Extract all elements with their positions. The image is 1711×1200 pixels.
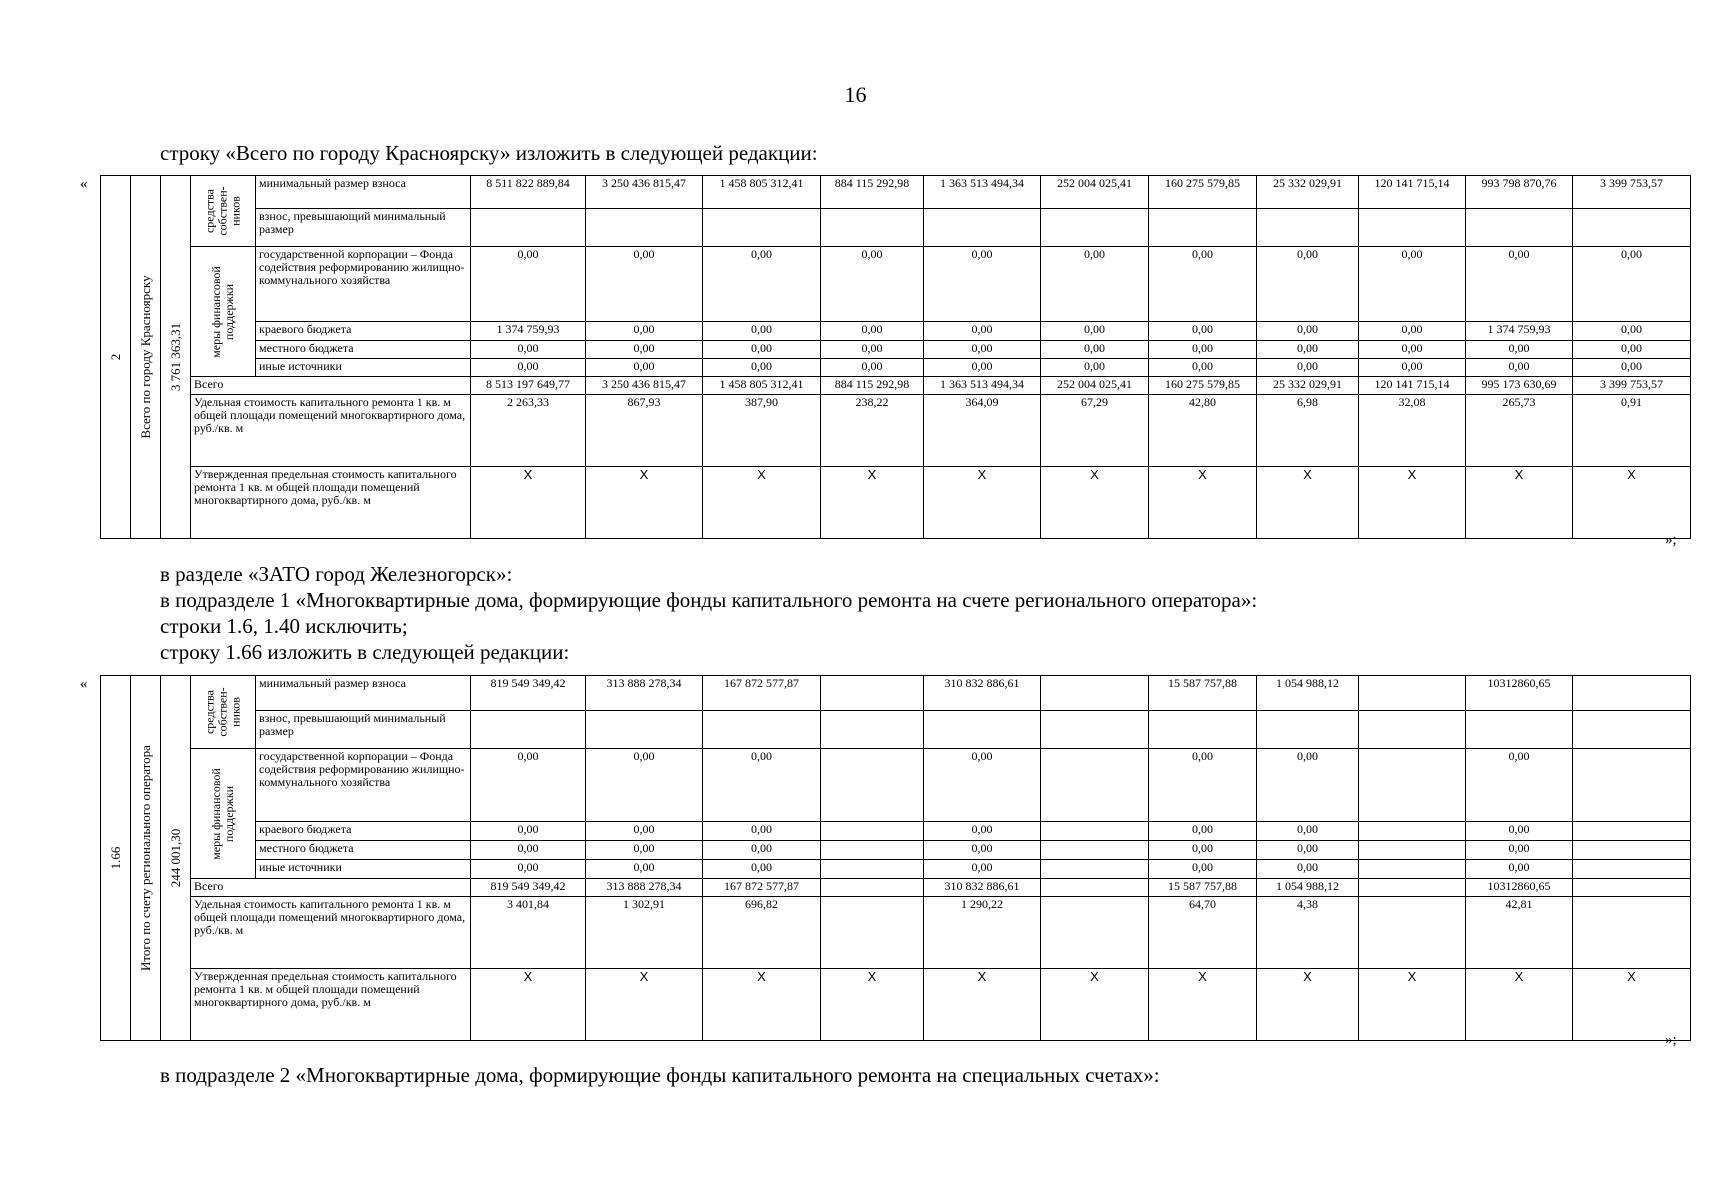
- value-cell: X: [471, 969, 586, 1041]
- label-local-budget: местного бюджета: [256, 841, 471, 860]
- value-cell: 0,00: [1257, 359, 1359, 377]
- value-cell: 42,81: [1466, 897, 1573, 969]
- value-cell: 8 513 197 649,77: [471, 377, 586, 395]
- label-other-sources: иные источники: [256, 359, 471, 377]
- value-cell: [1041, 822, 1149, 841]
- value-cell: X: [821, 467, 924, 539]
- value-cell: 0,00: [1149, 341, 1257, 359]
- value-cell: 3 250 436 815,47: [586, 176, 703, 209]
- value-cell: [1041, 879, 1149, 897]
- fin-support-cell: [191, 247, 256, 377]
- value-cell: X: [1573, 969, 1691, 1041]
- value-cell: 0,00: [703, 322, 821, 341]
- value-cell: [586, 711, 703, 749]
- row-name: Итого по счету регионального оператора: [137, 745, 153, 971]
- value-cell: [703, 209, 821, 247]
- value-cell: 1 054 988,12: [1257, 879, 1359, 897]
- value-cell: 0,00: [586, 860, 703, 879]
- value-cell: [1257, 711, 1359, 749]
- value-cell: [1359, 841, 1466, 860]
- value-cell: 0,00: [1257, 822, 1359, 841]
- section-zheleznogorsk: в разделе «ЗАТО город Железногорск»:: [160, 562, 513, 586]
- value-cell: 0,00: [1466, 841, 1573, 860]
- value-cell: 387,90: [703, 395, 821, 467]
- value-cell: 0,00: [471, 341, 586, 359]
- value-cell: [1041, 749, 1149, 822]
- row-over-min: [101, 711, 1691, 749]
- value-cell: 0,00: [1149, 322, 1257, 341]
- row-unit-cost: [101, 897, 1691, 969]
- label-over-min: взнос, превышающий минимальный размер: [256, 711, 471, 749]
- value-cell: X: [1466, 969, 1573, 1041]
- value-cell: 0,00: [703, 341, 821, 359]
- value-cell: 8 511 822 889,84: [471, 176, 586, 209]
- value-cell: 4,38: [1257, 897, 1359, 969]
- value-cell: [821, 711, 924, 749]
- value-cell: 0,00: [924, 749, 1041, 822]
- value-cell: 10312860,65: [1466, 879, 1573, 897]
- value-cell: [586, 209, 703, 247]
- value-cell: 1 363 513 494,34: [924, 176, 1041, 209]
- row-number: 2: [107, 353, 123, 361]
- value-cell: X: [1257, 467, 1359, 539]
- value-cell: X: [703, 467, 821, 539]
- value-cell: 0,00: [471, 749, 586, 822]
- value-cell: X: [924, 467, 1041, 539]
- value-cell: [821, 209, 924, 247]
- value-cell: [1041, 676, 1149, 711]
- value-cell: [1041, 860, 1149, 879]
- value-cell: 265,73: [1466, 395, 1573, 467]
- value-cell: 0,00: [586, 322, 703, 341]
- value-cell: [1466, 209, 1573, 247]
- value-cell: [821, 841, 924, 860]
- row-unit-cost: [101, 395, 1691, 467]
- value-cell: [821, 822, 924, 841]
- value-cell: 25 332 029,91: [1257, 377, 1359, 395]
- value-cell: 2 263,33: [471, 395, 586, 467]
- own-funds-label: средства собствен-ников: [202, 186, 243, 236]
- quote-close-1: »;: [1665, 532, 1677, 548]
- label-unit-cost: Удельная стоимость капитального ремонта 1 кв. м общей площади помещений многоквартирного дома, руб./кв. м: [191, 897, 471, 969]
- value-cell: 0,00: [586, 749, 703, 822]
- value-cell: 313 888 278,34: [586, 879, 703, 897]
- value-cell: 0,00: [924, 359, 1041, 377]
- value-cell: 0,00: [924, 341, 1041, 359]
- value-cell: 160 275 579,85: [1149, 176, 1257, 209]
- row-regional-budget: [101, 822, 1691, 841]
- row-name-cell: [131, 676, 161, 1041]
- value-cell: X: [1041, 467, 1149, 539]
- label-limit-cost: Утвержденная предельная стоимость капитального ремонта 1 кв. м общей площади помещений многоквартирного дома, руб./кв. м: [191, 969, 471, 1041]
- value-cell: 0,00: [1573, 359, 1691, 377]
- value-cell: 120 141 715,14: [1359, 377, 1466, 395]
- subsection-2: в подразделе 2 «Многоквартирные дома, формирующие фонды капитального ремонта на специальных счетах»:: [160, 1063, 1160, 1087]
- label-min-contribution: минимальный размер взноса: [256, 676, 471, 711]
- row-other-sources: [101, 860, 1691, 879]
- value-cell: 0,00: [1359, 247, 1466, 322]
- value-cell: [821, 749, 924, 822]
- value-cell: [1573, 879, 1691, 897]
- row-limit-cost: [101, 467, 1691, 539]
- value-cell: 0,00: [586, 359, 703, 377]
- value-cell: 3 401,84: [471, 897, 586, 969]
- value-cell: 819 549 349,42: [471, 879, 586, 897]
- value-cell: 0,00: [1573, 322, 1691, 341]
- value-cell: 0,00: [1257, 322, 1359, 341]
- value-cell: 0,00: [1149, 860, 1257, 879]
- value-cell: 0,00: [924, 822, 1041, 841]
- value-cell: 0,00: [703, 860, 821, 879]
- value-cell: X: [1149, 467, 1257, 539]
- value-cell: 0,91: [1573, 395, 1691, 467]
- value-cell: 0,00: [1257, 860, 1359, 879]
- row-number-cell: [101, 176, 131, 539]
- row-number: 1.66: [107, 846, 123, 870]
- value-cell: [1359, 860, 1466, 879]
- instruction-krasnoyarsk-total: строку «Всего по городу Красноярску» изложить в следующей редакции:: [160, 141, 818, 165]
- value-cell: [1359, 879, 1466, 897]
- value-cell: 64,70: [1149, 897, 1257, 969]
- value-cell: [1149, 711, 1257, 749]
- value-cell: X: [1041, 969, 1149, 1041]
- value-cell: 1 374 759,93: [1466, 322, 1573, 341]
- value-cell: 0,00: [1466, 822, 1573, 841]
- value-cell: X: [1149, 969, 1257, 1041]
- value-cell: 884 115 292,98: [821, 377, 924, 395]
- total-area: 244 001,30: [167, 828, 183, 888]
- quote-close-2: »;: [1665, 1032, 1677, 1048]
- value-cell: 0,00: [924, 841, 1041, 860]
- value-cell: 0,00: [1466, 359, 1573, 377]
- value-cell: X: [821, 969, 924, 1041]
- value-cell: [924, 209, 1041, 247]
- value-cell: [1359, 711, 1466, 749]
- value-cell: [1041, 897, 1149, 969]
- label-over-min: взнос, превышающий минимальный размер: [256, 209, 471, 247]
- value-cell: X: [924, 969, 1041, 1041]
- value-cell: [1573, 897, 1691, 969]
- value-cell: [1257, 209, 1359, 247]
- row-name: Всего по городу Красноярску: [137, 275, 153, 439]
- value-cell: 0,00: [1359, 359, 1466, 377]
- instruction-row-166: строку 1.66 изложить в следующей редакции:: [160, 640, 570, 664]
- value-cell: 0,00: [1041, 247, 1149, 322]
- value-cell: X: [586, 969, 703, 1041]
- value-cell: 0,00: [703, 247, 821, 322]
- value-cell: 0,00: [821, 359, 924, 377]
- value-cell: [1359, 749, 1466, 822]
- value-cell: X: [1359, 969, 1466, 1041]
- value-cell: 0,00: [586, 841, 703, 860]
- value-cell: 67,29: [1041, 395, 1149, 467]
- quote-open-2: «: [80, 676, 88, 692]
- exclude-rows: строки 1.6, 1.40 исключить;: [160, 614, 408, 638]
- value-cell: 0,00: [471, 822, 586, 841]
- row-state-corp: [101, 247, 1691, 322]
- value-cell: 0,00: [1359, 341, 1466, 359]
- table-row-166: [100, 675, 1691, 1041]
- value-cell: 0,00: [703, 749, 821, 822]
- value-cell: [1359, 676, 1466, 711]
- value-cell: 0,00: [703, 841, 821, 860]
- own-funds-cell: [191, 676, 256, 749]
- value-cell: [1359, 209, 1466, 247]
- value-cell: X: [471, 467, 586, 539]
- value-cell: [1466, 711, 1573, 749]
- value-cell: 1 374 759,93: [471, 322, 586, 341]
- value-cell: 0,00: [1149, 359, 1257, 377]
- value-cell: 884 115 292,98: [821, 176, 924, 209]
- own-funds-cell: [191, 176, 256, 247]
- row-regional-budget: [101, 322, 1691, 341]
- value-cell: 0,00: [1466, 341, 1573, 359]
- value-cell: 0,00: [586, 341, 703, 359]
- value-cell: 0,00: [1573, 247, 1691, 322]
- value-cell: [1359, 897, 1466, 969]
- value-cell: 0,00: [1257, 247, 1359, 322]
- value-cell: 313 888 278,34: [586, 676, 703, 711]
- value-cell: 1 458 805 312,41: [703, 176, 821, 209]
- fin-support-label: меры финансовой поддержки: [209, 265, 236, 358]
- value-cell: 310 832 886,61: [924, 676, 1041, 711]
- value-cell: 1 458 805 312,41: [703, 377, 821, 395]
- value-cell: 0,00: [1149, 822, 1257, 841]
- value-cell: 1 302,91: [586, 897, 703, 969]
- value-cell: 0,00: [1257, 749, 1359, 822]
- value-cell: [821, 897, 924, 969]
- value-cell: 696,82: [703, 897, 821, 969]
- value-cell: 3 250 436 815,47: [586, 377, 703, 395]
- value-cell: 0,00: [1257, 341, 1359, 359]
- value-cell: 0,00: [471, 247, 586, 322]
- value-cell: [1573, 209, 1691, 247]
- value-cell: X: [586, 467, 703, 539]
- value-cell: 0,00: [821, 247, 924, 322]
- value-cell: [924, 711, 1041, 749]
- value-cell: X: [1573, 467, 1691, 539]
- value-cell: [1573, 711, 1691, 749]
- value-cell: 0,00: [703, 359, 821, 377]
- value-cell: 0,00: [821, 322, 924, 341]
- value-cell: [821, 879, 924, 897]
- value-cell: 15 587 757,88: [1149, 879, 1257, 897]
- label-state-corp: государственной корпорации – Фонда содействия реформированию жилищно-коммунального хозяйства: [256, 247, 471, 322]
- value-cell: 6,98: [1257, 395, 1359, 467]
- value-cell: [821, 676, 924, 711]
- value-cell: 3 399 753,57: [1573, 176, 1691, 209]
- row-local-budget: [101, 841, 1691, 860]
- value-cell: 0,00: [1466, 749, 1573, 822]
- fin-support-label: меры финансовой поддержки: [209, 767, 236, 860]
- value-cell: 0,00: [1573, 341, 1691, 359]
- area-cell: [161, 176, 191, 539]
- value-cell: [703, 711, 821, 749]
- label-min-contribution: минимальный размер взноса: [256, 176, 471, 209]
- label-total: Всего: [191, 377, 471, 395]
- label-local-budget: местного бюджета: [256, 341, 471, 359]
- value-cell: 0,00: [586, 247, 703, 322]
- fin-support-cell: [191, 749, 256, 879]
- label-total: Всего: [191, 879, 471, 897]
- area-cell: [161, 676, 191, 1041]
- label-unit-cost: Удельная стоимость капитального ремонта 1 кв. м общей площади помещений многоквартирного дома, руб./кв. м: [191, 395, 471, 467]
- value-cell: 0,00: [471, 841, 586, 860]
- value-cell: 0,00: [471, 860, 586, 879]
- value-cell: 0,00: [586, 822, 703, 841]
- row-total: [101, 377, 1691, 395]
- value-cell: 993 798 870,76: [1466, 176, 1573, 209]
- value-cell: 0,00: [1359, 322, 1466, 341]
- page-number: 16: [844, 82, 867, 107]
- value-cell: 10312860,65: [1466, 676, 1573, 711]
- label-state-corp: государственной корпорации – Фонда содействия реформированию жилищно-коммунального хозяйства: [256, 749, 471, 822]
- value-cell: 3 399 753,57: [1573, 377, 1691, 395]
- value-cell: 310 832 886,61: [924, 879, 1041, 897]
- value-cell: 1 290,22: [924, 897, 1041, 969]
- row-other-sources: [101, 359, 1691, 377]
- value-cell: [1573, 860, 1691, 879]
- value-cell: [1573, 676, 1691, 711]
- value-cell: 167 872 577,87: [703, 676, 821, 711]
- row-min-contribution: [101, 176, 1691, 209]
- value-cell: 167 872 577,87: [703, 879, 821, 897]
- label-regional-budget: краевого бюджета: [256, 822, 471, 841]
- value-cell: 238,22: [821, 395, 924, 467]
- value-cell: 0,00: [924, 860, 1041, 879]
- value-cell: 995 173 630,69: [1466, 377, 1573, 395]
- value-cell: 0,00: [471, 359, 586, 377]
- value-cell: 364,09: [924, 395, 1041, 467]
- value-cell: [1041, 711, 1149, 749]
- value-cell: [1573, 841, 1691, 860]
- value-cell: [1573, 749, 1691, 822]
- value-cell: 15 587 757,88: [1149, 676, 1257, 711]
- value-cell: 252 004 025,41: [1041, 176, 1149, 209]
- value-cell: [1041, 841, 1149, 860]
- value-cell: 0,00: [1149, 841, 1257, 860]
- value-cell: 0,00: [703, 822, 821, 841]
- value-cell: [1149, 209, 1257, 247]
- own-funds-label: средства собствен-ников: [202, 687, 243, 737]
- row-local-budget: [101, 341, 1691, 359]
- row-name-cell: [131, 176, 161, 539]
- value-cell: 0,00: [1041, 359, 1149, 377]
- value-cell: 42,80: [1149, 395, 1257, 467]
- value-cell: [1359, 822, 1466, 841]
- value-cell: 0,00: [1149, 749, 1257, 822]
- value-cell: 32,08: [1359, 395, 1466, 467]
- table-krasnoyarsk-total: [100, 175, 1691, 539]
- value-cell: 819 549 349,42: [471, 676, 586, 711]
- value-cell: X: [1257, 969, 1359, 1041]
- value-cell: 120 141 715,14: [1359, 176, 1466, 209]
- row-total: [101, 879, 1691, 897]
- value-cell: 867,93: [586, 395, 703, 467]
- value-cell: 160 275 579,85: [1149, 377, 1257, 395]
- value-cell: 0,00: [1466, 860, 1573, 879]
- value-cell: X: [1466, 467, 1573, 539]
- value-cell: 25 332 029,91: [1257, 176, 1359, 209]
- value-cell: X: [703, 969, 821, 1041]
- value-cell: [471, 209, 586, 247]
- value-cell: 0,00: [1041, 341, 1149, 359]
- row-over-min: [101, 209, 1691, 247]
- label-regional-budget: краевого бюджета: [256, 322, 471, 341]
- value-cell: 0,00: [924, 322, 1041, 341]
- row-min-contribution: [101, 676, 1691, 711]
- subsection-1: в подразделе 1 «Многоквартирные дома, формирующие фонды капитального ремонта на счете регионального оператора»:: [160, 588, 1258, 612]
- row-state-corp: [101, 749, 1691, 822]
- value-cell: 0,00: [924, 247, 1041, 322]
- value-cell: 0,00: [1257, 841, 1359, 860]
- total-area: 3 761 363,31: [167, 322, 183, 392]
- value-cell: [1041, 209, 1149, 247]
- value-cell: X: [1359, 467, 1466, 539]
- value-cell: 1 054 988,12: [1257, 676, 1359, 711]
- value-cell: [1573, 822, 1691, 841]
- value-cell: 0,00: [1466, 247, 1573, 322]
- label-other-sources: иные источники: [256, 860, 471, 879]
- value-cell: [821, 860, 924, 879]
- value-cell: 0,00: [1041, 322, 1149, 341]
- value-cell: 252 004 025,41: [1041, 377, 1149, 395]
- value-cell: [471, 711, 586, 749]
- quote-open-1: «: [80, 176, 88, 192]
- label-limit-cost: Утвержденная предельная стоимость капитального ремонта 1 кв. м общей площади помещений многоквартирного дома, руб./кв. м: [191, 467, 471, 539]
- value-cell: 0,00: [1149, 247, 1257, 322]
- row-limit-cost: [101, 969, 1691, 1041]
- row-number-cell: [101, 676, 131, 1041]
- value-cell: 0,00: [821, 341, 924, 359]
- value-cell: 1 363 513 494,34: [924, 377, 1041, 395]
